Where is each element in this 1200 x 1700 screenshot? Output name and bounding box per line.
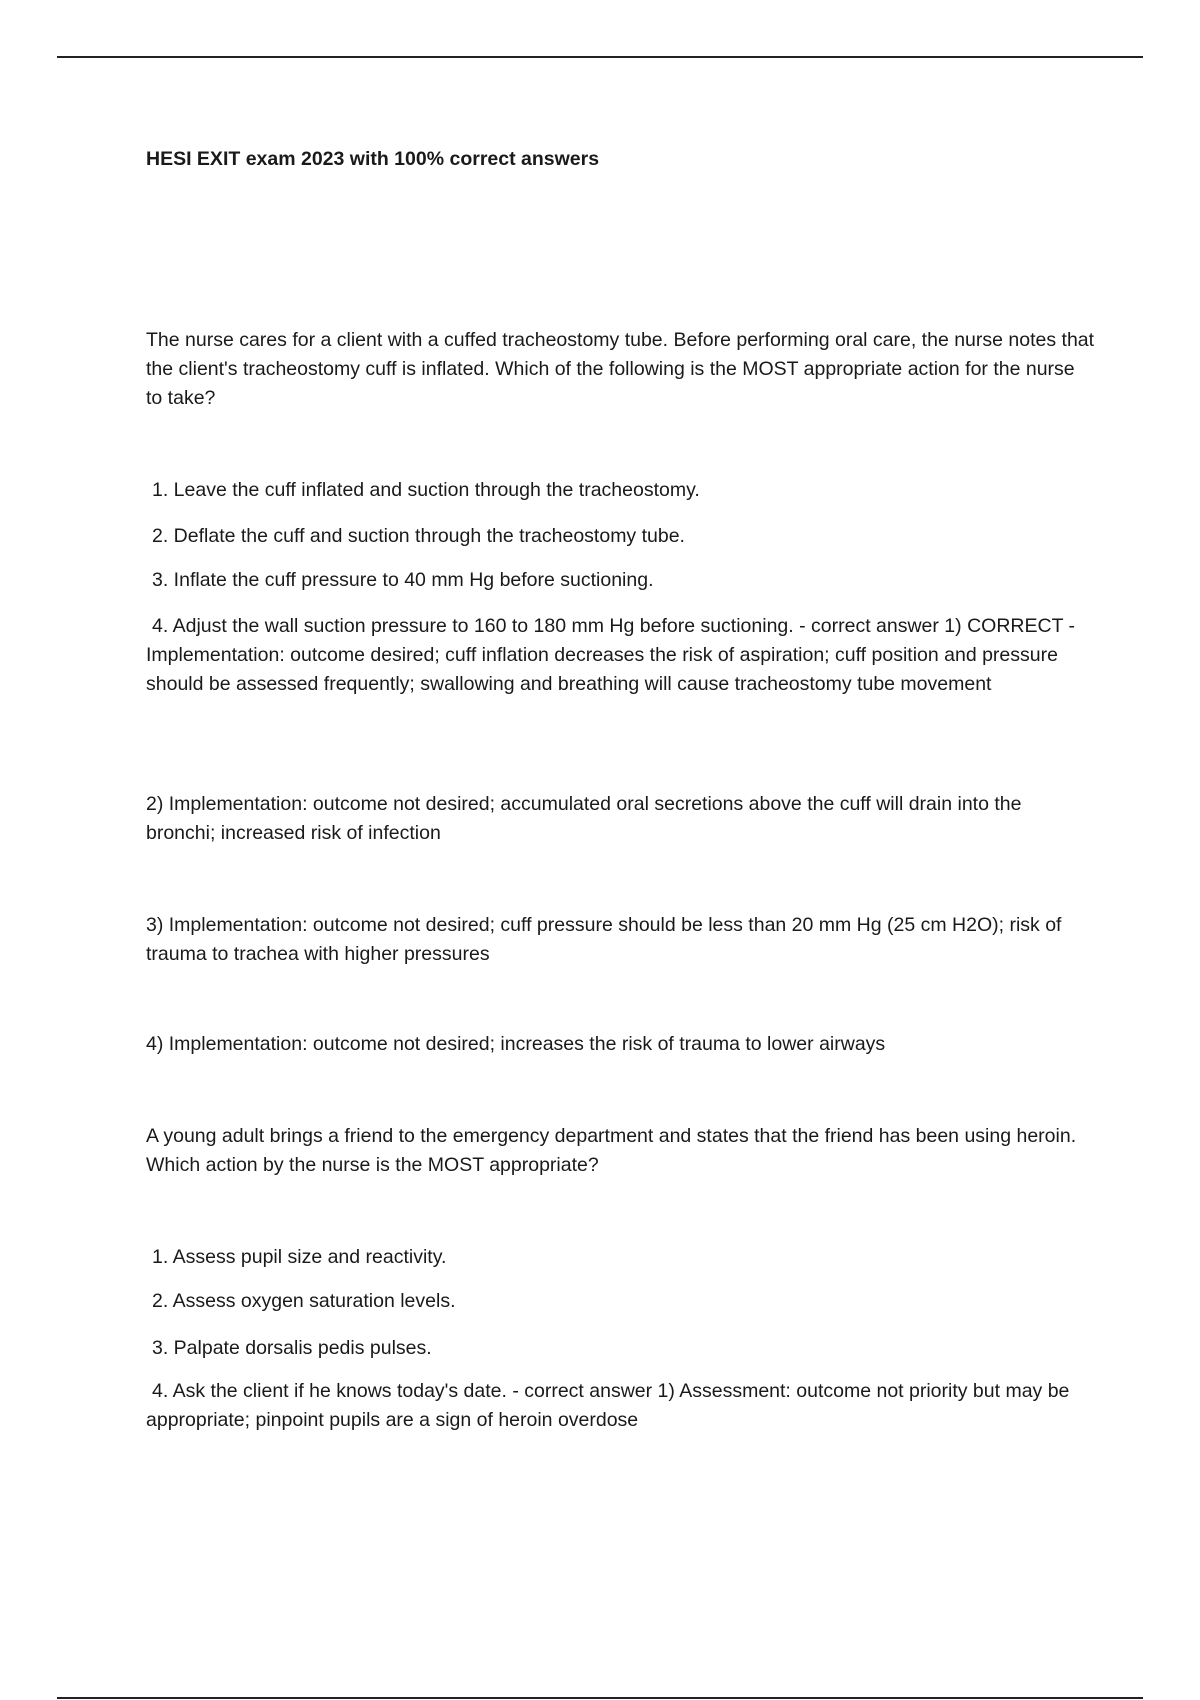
bottom-rule — [57, 1697, 1143, 1699]
question-1-stem: The nurse cares for a client with a cuffed tracheostomy tube. Before performing oral care, the nurse notes that the client's tracheostomy cuff is inflated. Which of the following is the MOST appropriate action for the nurse to take? — [146, 329, 1095, 409]
question-1-option-4-with-answer: 4. Adjust the wall suction pressure to 160 to 180 mm Hg before suctioning. - correct answer 1) CORRECT - Implementation: outcome desired; cuff inflation decreases the risk of aspiration; cuff position and pressure should be assessed frequently; swallowing and breathing will cause tracheostomy tube movement — [146, 615, 1076, 695]
document-title: HESI EXIT exam 2023 with 100% correct answers — [146, 148, 600, 170]
question-1-explanation-3: 3) Implementation: outcome not desired; cuff pressure should be less than 20 mm Hg (25 cm H2O); risk of trauma to trachea with higher pressures — [146, 914, 1062, 965]
question-1-explanation-2: 2) Implementation: outcome not desired; accumulated oral secretions above the cuff will drain into the bronchi; increased risk of infection — [146, 793, 1022, 844]
question-2-option-3: 3. Palpate dorsalis pedis pulses. — [152, 1337, 432, 1359]
question-2-option-2: 2. Assess oxygen saturation levels. — [152, 1290, 456, 1312]
question-2-option-1: 1. Assess pupil size and reactivity. — [152, 1246, 447, 1268]
question-1-explanation-4: 4) Implementation: outcome not desired; increases the risk of trauma to lower airways — [146, 1033, 886, 1055]
question-1-option-1: 1. Leave the cuff inflated and suction through the tracheostomy. — [152, 479, 700, 501]
question-1-option-3: 3. Inflate the cuff pressure to 40 mm Hg before suctioning. — [152, 569, 654, 591]
question-2-option-4-with-answer: 4. Ask the client if he knows today's date. - correct answer 1) Assessment: outcome not priority but may be appropriate; pinpoint pupils are a sign of heroin overdose — [146, 1380, 1070, 1431]
top-rule — [57, 56, 1143, 58]
question-2-stem: A young adult brings a friend to the emergency department and states that the friend has been using heroin. Which action by the nurse is the MOST appropriate? — [146, 1125, 1077, 1176]
question-1-option-2: 2. Deflate the cuff and suction through the tracheostomy tube. — [152, 525, 685, 547]
